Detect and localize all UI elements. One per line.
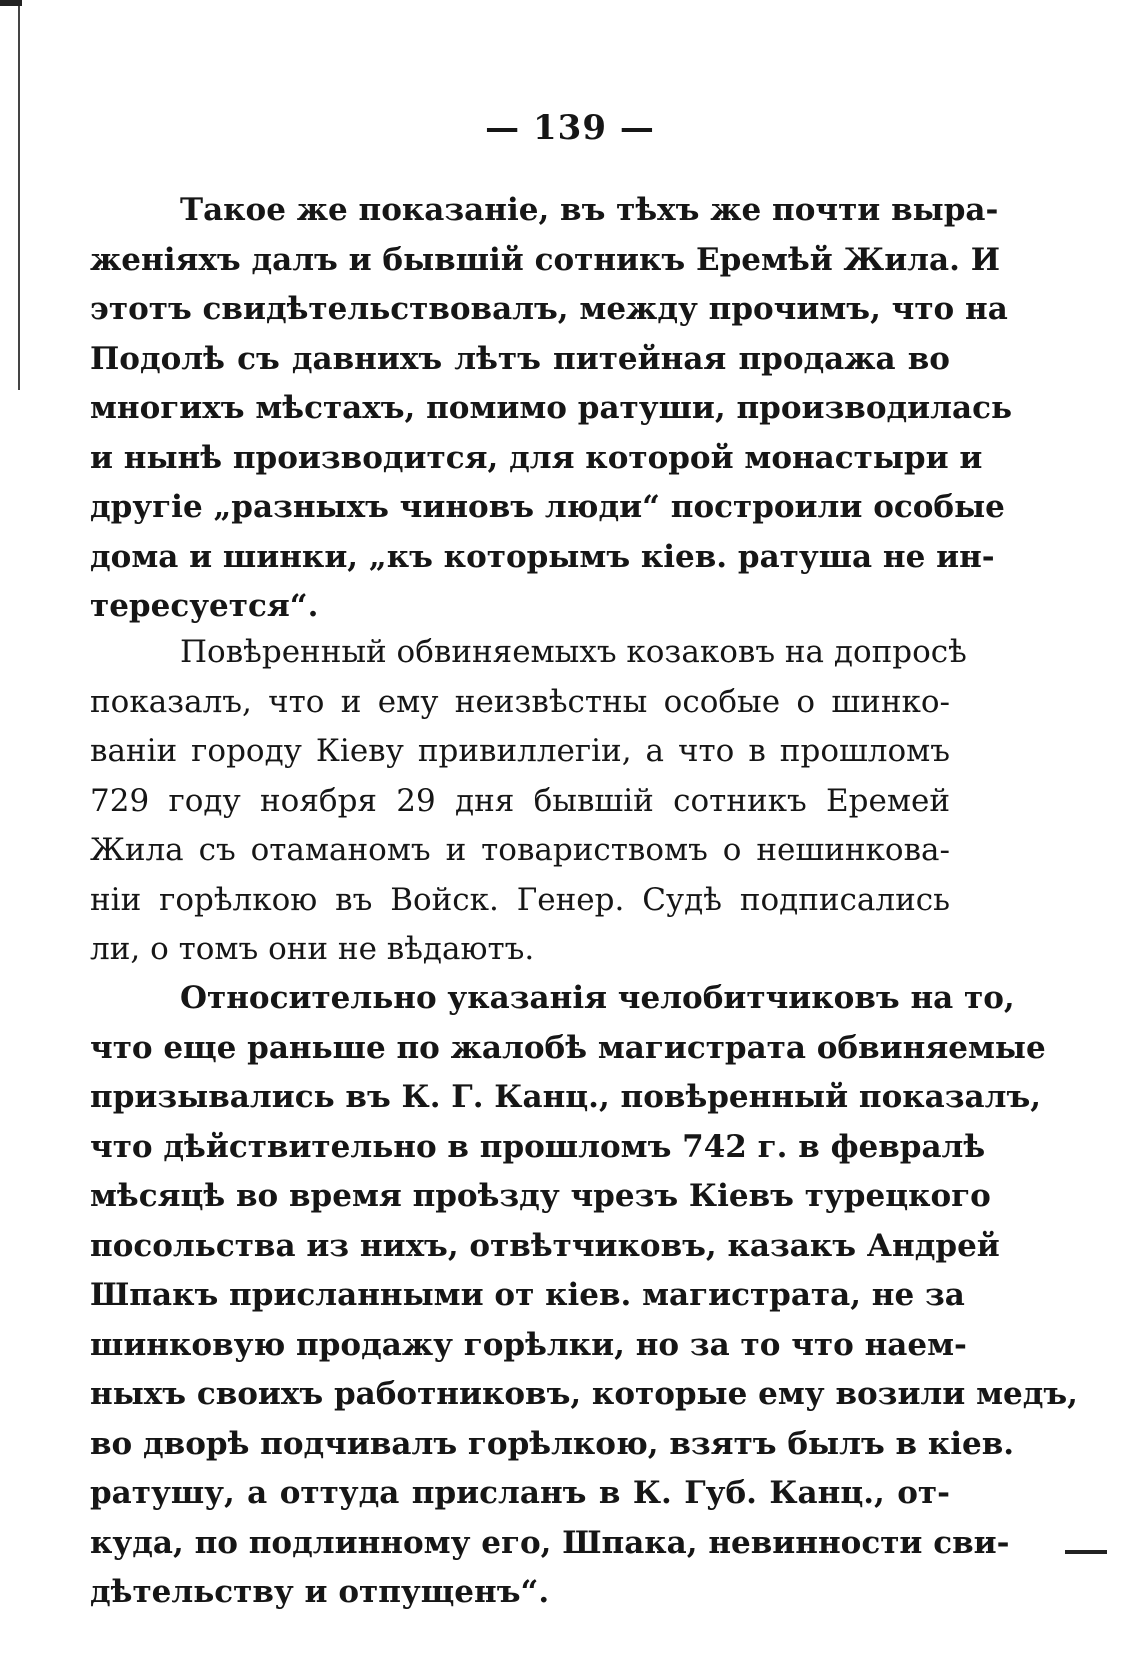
text-line: Повѣренный обвиняемыхъ козаковъ на допросѣ xyxy=(180,634,967,670)
text-line: ніи горѣлкою въ Войск. Генер. Судѣ подписались xyxy=(90,881,950,918)
text-line: многихъ мѣстахъ, помимо ратуши, производилась xyxy=(90,390,1013,426)
text-line: мѣсяцѣ во время проѣзду чрезъ Кіевъ турецкого xyxy=(90,1178,991,1214)
text-line: Относительно указанія челобитчиковъ на то, xyxy=(180,980,1015,1016)
text-line: шинковую продажу горѣлки, но за то что наем- xyxy=(90,1326,967,1363)
text-line: и нынѣ производится, для которой монастыри и xyxy=(90,439,983,476)
text-line: призывались въ К. Г. Канц., повѣренный показалъ, xyxy=(90,1079,1042,1115)
scan-edge-line xyxy=(18,0,20,390)
text-line: что еще раньше по жалобѣ магистрата обвиняемые xyxy=(90,1029,1046,1066)
text-line: ваніи городу Кіеву привиллегіи, а что в прошломъ xyxy=(90,733,950,769)
text-line: этотъ свидѣтельствовалъ, между прочимъ, что на xyxy=(90,291,1008,327)
scan-corner-mark xyxy=(0,0,22,6)
text-line: дома и шинки, „къ которымъ кіев. ратуша не ин- xyxy=(90,538,995,575)
text-line: ратушу, а оттуда присланъ в К. Губ. Канц., от- xyxy=(90,1475,950,1511)
text-line: куда, по подлинному его, Шпака, невинности сви- xyxy=(90,1524,1010,1561)
text-line: Такое же показаніе, въ тѣхъ же почти выра- xyxy=(180,192,999,228)
text-line: Жила съ отаманомъ и товариствомъ о нешинкова- xyxy=(90,832,950,868)
paragraph-2 xyxy=(90,628,967,975)
paragraph-3 xyxy=(90,974,1078,1618)
text-line: посольства из нихъ, отвѣтчиковъ, казакъ Андрей xyxy=(90,1227,1000,1264)
text-line: ныхъ своихъ работниковъ, которые ему возили медъ, xyxy=(90,1376,1078,1412)
paragraph-1 xyxy=(90,186,1013,632)
text-line: Шпакъ присланными от кіев. магистрата, не за xyxy=(90,1277,965,1313)
text-line: другіе „разныхъ чиновъ люди“ построили особые xyxy=(90,489,1005,525)
text-line: что дѣйствительно в прошломъ 742 г. в февралѣ xyxy=(90,1128,986,1165)
page-number: — 139 — xyxy=(485,108,655,148)
text-line: во дворѣ подчивалъ горѣлкою, взятъ былъ в кіев. xyxy=(90,1425,1015,1462)
text-line: женіяхъ далъ и бывшій сотникъ Еремѣй Жила. И xyxy=(90,241,1001,278)
text-line: Подолѣ съ давнихъ лѣтъ питейная продажа во xyxy=(90,340,950,377)
text-line: 729 году ноября 29 дня бывшій сотникъ Еремей xyxy=(90,782,950,819)
text-line: дѣтельству и отпущенъ“. xyxy=(90,1574,550,1610)
text-line: ли, о томъ они не вѣдаютъ. xyxy=(90,931,535,967)
text-line: тересуется“. xyxy=(90,588,319,624)
text-line: показалъ, что и ему неизвѣстны особые о шинко- xyxy=(90,683,950,720)
scan-margin-mark xyxy=(1065,1550,1107,1554)
